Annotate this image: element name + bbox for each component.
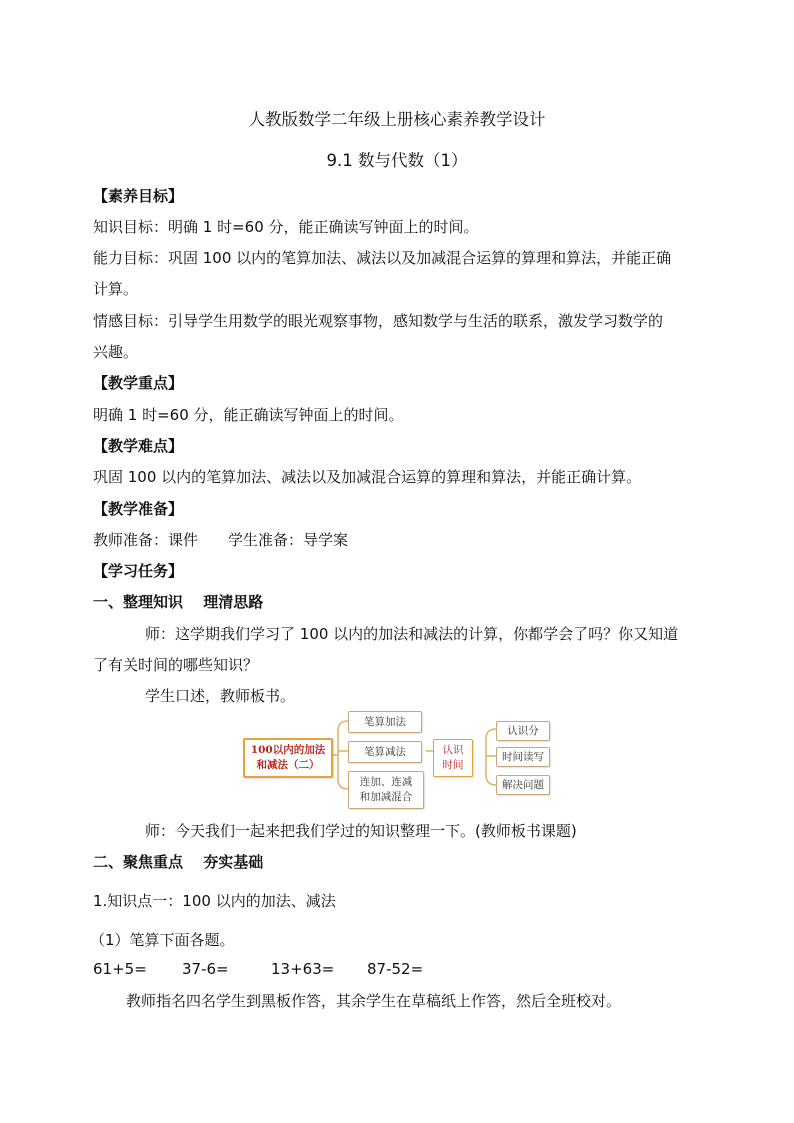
section-goals-heading: 【素养目标】 xyxy=(93,187,184,205)
part1-heading: 一、整理知识 理清思路 xyxy=(93,593,264,611)
exercise-1: 61+5= xyxy=(93,960,147,978)
mindmap-node-written-subtraction: 笔算减法 xyxy=(348,741,422,763)
mindmap-node-written-addition: 笔算加法 xyxy=(348,711,422,733)
mindmap-root-line1: 100以内的加法 xyxy=(250,744,326,756)
mindmap-root-node xyxy=(243,738,333,778)
part1-paragraph2: 学生口述，教师板书。 xyxy=(145,687,296,705)
part1-paragraph3: 师：今天我们一起来把我们学过的知识整理一下。(教师板书课题) xyxy=(145,822,577,840)
goal-emotion-line2: 兴趣。 xyxy=(93,343,139,361)
section-tasks-heading: 【学习任务】 xyxy=(93,562,184,580)
document-subtitle: 9.1 数与代数（1） xyxy=(326,151,468,170)
prep-text: 教师准备：课件 学生准备：导学案 xyxy=(93,531,349,549)
key-point-text: 明确 1 时=60 分，能正确读写钟面上的时间。 xyxy=(93,406,404,424)
section-prep-heading: 【教学准备】 xyxy=(93,500,184,518)
mindmap-root-line2: 和减法（二） xyxy=(256,759,320,771)
goal-emotion-line1: 情感目标：引导学生用数学的眼光观察事物，感知数学与生活的联系，激发学习数学的 xyxy=(93,312,664,330)
part1-paragraph1-line1: 师：这学期我们学习了 100 以内的加法和减法的计算，你都学会了吗？你又知道 xyxy=(145,625,679,643)
document-title: 人教版数学二年级上册核心素养教学设计 xyxy=(248,110,546,129)
mindmap-branch3-line1: 连加、连减 xyxy=(359,776,413,788)
subsection-1: （1）笔算下面各题。 xyxy=(90,931,235,949)
knowledge-mindmap xyxy=(240,707,560,813)
exercise-4: 87-52= xyxy=(367,960,424,978)
difficulty-text: 巩固 100 以内的笔算加法、减法以及加减混合运算的算理和算法，并能正确计算。 xyxy=(93,468,642,486)
mindmap-node-minutes: 认识分 xyxy=(496,721,550,741)
knowledge-point1: 1.知识点一：100 以内的加法、减法 xyxy=(93,892,336,910)
mindmap-node-time-reading: 时间读写 xyxy=(496,747,550,767)
mindmap-node-problem-solving: 解决问题 xyxy=(496,775,550,795)
section-difficulty-heading: 【教学难点】 xyxy=(93,437,184,455)
mindmap-time-line1: 认识 xyxy=(442,744,464,756)
mindmap-node-mixed-operations xyxy=(348,771,424,809)
goal-ability-line1: 能力目标：巩固 100 以内的笔算加法、减法以及加减混合运算的算理和算法，并能正确 xyxy=(93,249,672,267)
exercise-3: 13+63= xyxy=(271,960,335,978)
closing-paragraph: 教师指名四名学生到黑板作答，其余学生在草稿纸上作答，然后全班校对。 xyxy=(126,992,622,1010)
part1-paragraph1-line2: 了有关时间的哪些知识？ xyxy=(93,656,259,674)
goal-knowledge: 知识目标：明确 1 时=60 分，能正确读写钟面上的时间。 xyxy=(93,218,479,236)
part2-heading: 二、聚焦重点 夯实基础 xyxy=(93,853,264,871)
mindmap-branch3-line2: 和加减混合 xyxy=(359,791,413,803)
exercise-2: 37-6= xyxy=(182,960,229,978)
section-key-heading: 【教学重点】 xyxy=(93,374,184,392)
mindmap-time-line2: 时间 xyxy=(442,759,464,771)
mindmap-node-time xyxy=(433,739,473,777)
goal-ability-line2: 计算。 xyxy=(93,280,139,298)
